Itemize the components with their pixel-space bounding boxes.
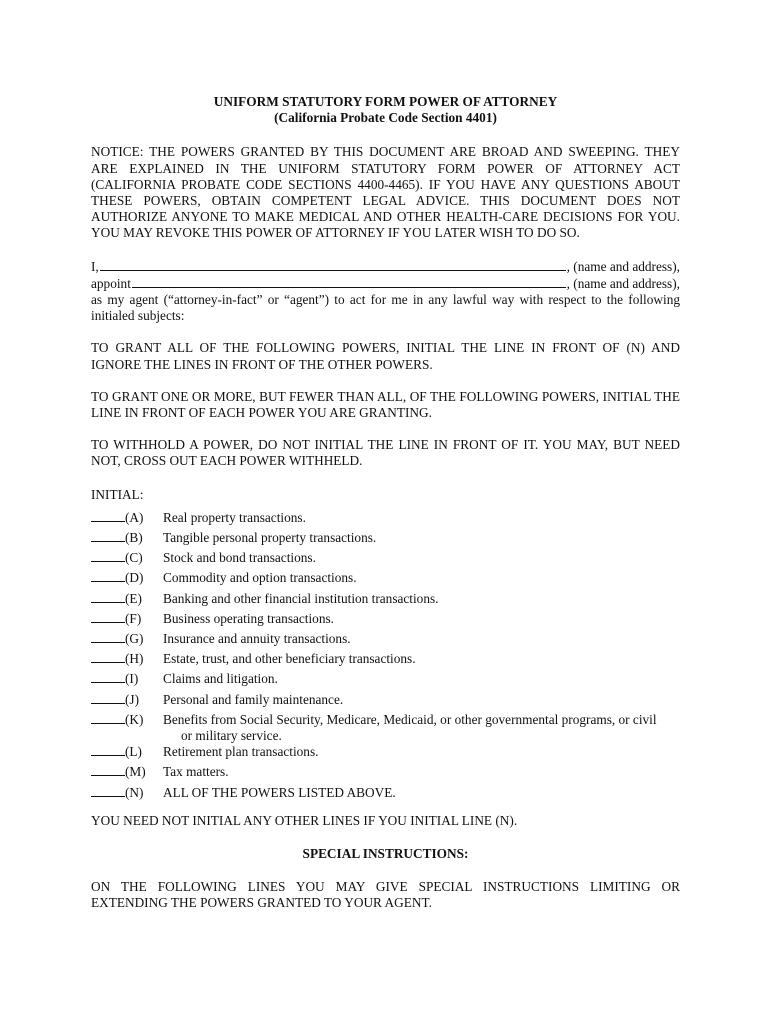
initial-line[interactable] <box>91 764 125 776</box>
power-letter: (I) <box>125 671 139 687</box>
agent-name-blank[interactable] <box>132 275 566 288</box>
document-title: UNIFORM STATUTORY FORM POWER OF ATTORNEY <box>213 94 558 109</box>
power-letter: (M) <box>125 764 146 780</box>
principal-name-blank[interactable] <box>100 258 566 271</box>
power-text: Tax matters. <box>163 764 229 780</box>
initial-line[interactable] <box>91 651 125 663</box>
power-item-f <box>91 611 680 631</box>
power-text: Real property transactions. <box>163 509 306 525</box>
special-instructions-heading: SPECIAL INSTRUCTIONS: <box>302 845 469 861</box>
appointment-section <box>91 258 680 325</box>
power-item-b <box>91 530 680 550</box>
power-letter: (N) <box>125 784 144 800</box>
principal-row <box>91 258 680 275</box>
agent-row <box>91 275 680 292</box>
power-text-group <box>163 712 680 744</box>
initial-line[interactable] <box>91 692 125 704</box>
power-letter: (G) <box>125 630 144 646</box>
agent-suffix: , (name and address), <box>566 275 680 291</box>
power-letter: (B) <box>125 530 143 546</box>
power-text: ALL OF THE POWERS LISTED ABOVE. <box>163 784 396 800</box>
initial-line[interactable] <box>91 671 125 683</box>
power-text: Business operating transactions. <box>163 610 334 626</box>
initial-line[interactable] <box>91 785 125 797</box>
power-text: Claims and litigation. <box>163 671 278 687</box>
initial-line[interactable] <box>91 550 125 562</box>
power-item-c <box>91 550 680 570</box>
power-letter: (E) <box>125 590 142 606</box>
power-letter: (D) <box>125 570 144 586</box>
agent-continuation: as my agent (“attorney-in-fact” or “agent”) to act for me in any lawful way with respect to the following initialed subjects: <box>91 292 680 324</box>
initial-line[interactable] <box>91 744 125 756</box>
principal-suffix: , (name and address), <box>566 258 680 274</box>
principal-prefix: I, <box>91 258 99 274</box>
power-text-continuation: or military service. <box>181 727 282 743</box>
initial-line[interactable] <box>91 530 125 542</box>
initial-line[interactable] <box>91 631 125 643</box>
power-text: Personal and family maintenance. <box>163 691 344 707</box>
power-text: Insurance and annuity transactions. <box>163 630 351 646</box>
power-letter: (L) <box>125 744 142 760</box>
power-text: Banking and other financial institution transactions. <box>163 590 439 606</box>
initial-line[interactable] <box>91 712 125 724</box>
power-text: Benefits from Social Security, Medicare, Medicaid, or other governmental programs, or civil <box>163 711 657 727</box>
power-item-m <box>91 764 680 784</box>
power-item-e <box>91 591 680 611</box>
power-item-g <box>91 631 680 651</box>
power-item-j <box>91 692 680 712</box>
special-instructions-text: ON THE FOLLOWING LINES YOU MAY GIVE SPECIAL INSTRUCTIONS LIMITING OR EXTENDING THE POWERS GRANTED TO YOUR AGENT. <box>91 879 680 911</box>
power-item-a <box>91 510 680 530</box>
power-letter: (C) <box>125 550 143 566</box>
power-item-n <box>91 785 680 805</box>
initial-line[interactable] <box>91 510 125 522</box>
power-item-d <box>91 570 680 590</box>
power-item-l <box>91 744 680 764</box>
power-letter: (F) <box>125 610 142 626</box>
power-text: Stock and bond transactions. <box>163 550 316 566</box>
document-page <box>91 94 680 912</box>
instruction-withhold: TO WITHHOLD A POWER, DO NOT INITIAL THE LINE IN FRONT OF IT. YOU MAY, BUT NEED NOT, CROSS OUT EACH POWER WITHHELD. <box>91 437 680 469</box>
power-item-h <box>91 651 680 671</box>
document-subtitle: (California Probate Code Section 4401) <box>274 110 497 126</box>
power-text: Tangible personal property transactions. <box>163 530 377 546</box>
initial-label: INITIAL: <box>91 486 144 502</box>
initial-line[interactable] <box>91 570 125 582</box>
power-letter: (J) <box>125 691 140 707</box>
power-text: Estate, trust, and other beneficiary transactions. <box>163 651 416 667</box>
initial-line[interactable] <box>91 611 125 623</box>
notice-paragraph: NOTICE: THE POWERS GRANTED BY THIS DOCUMENT ARE BROAD AND SWEEPING. THEY ARE EXPLAINED IN THE UNIFORM STATUTORY FORM POWER OF ATTORNEY ACT (CALIFORNIA PROBATE CODE SECTIONS 4400-4465). IF YOU HAVE ANY QUESTIONS ABOUT THESE POWERS, OBTAIN COMPETENT LEGAL ADVICE. THIS DOCUMENT DOES NOT AUTHORIZE ANYONE TO MAKE MEDICAL AND OTHER HEALTH-CARE DECISIONS FOR YOU. YOU MAY REVOKE THIS POWER OF ATTORNEY IF YOU LATER WISH TO DO SO. <box>91 144 680 241</box>
power-item-k <box>91 712 680 744</box>
power-letter: (H) <box>125 651 144 667</box>
power-letter: (A) <box>125 509 144 525</box>
agent-prefix: appoint <box>91 275 131 291</box>
initial-line[interactable] <box>91 591 125 603</box>
instruction-grant-some: TO GRANT ONE OR MORE, BUT FEWER THAN ALL, OF THE FOLLOWING POWERS, INITIAL THE LINE IN FRONT OF EACH POWER YOU ARE GRANTING. <box>91 388 680 421</box>
power-text: Commodity and option transactions. <box>163 570 357 586</box>
power-letter: (K) <box>125 711 144 727</box>
powers-list <box>91 510 680 805</box>
power-item-i <box>91 671 680 691</box>
power-text: Retirement plan transactions. <box>163 744 319 760</box>
initial-n-note: YOU NEED NOT INITIAL ANY OTHER LINES IF YOU INITIAL LINE (N). <box>91 812 518 828</box>
instruction-grant-all: TO GRANT ALL OF THE FOLLOWING POWERS, INITIAL THE LINE IN FRONT OF (N) AND IGNORE THE LINES IN FRONT OF THE OTHER POWERS. <box>91 340 680 372</box>
